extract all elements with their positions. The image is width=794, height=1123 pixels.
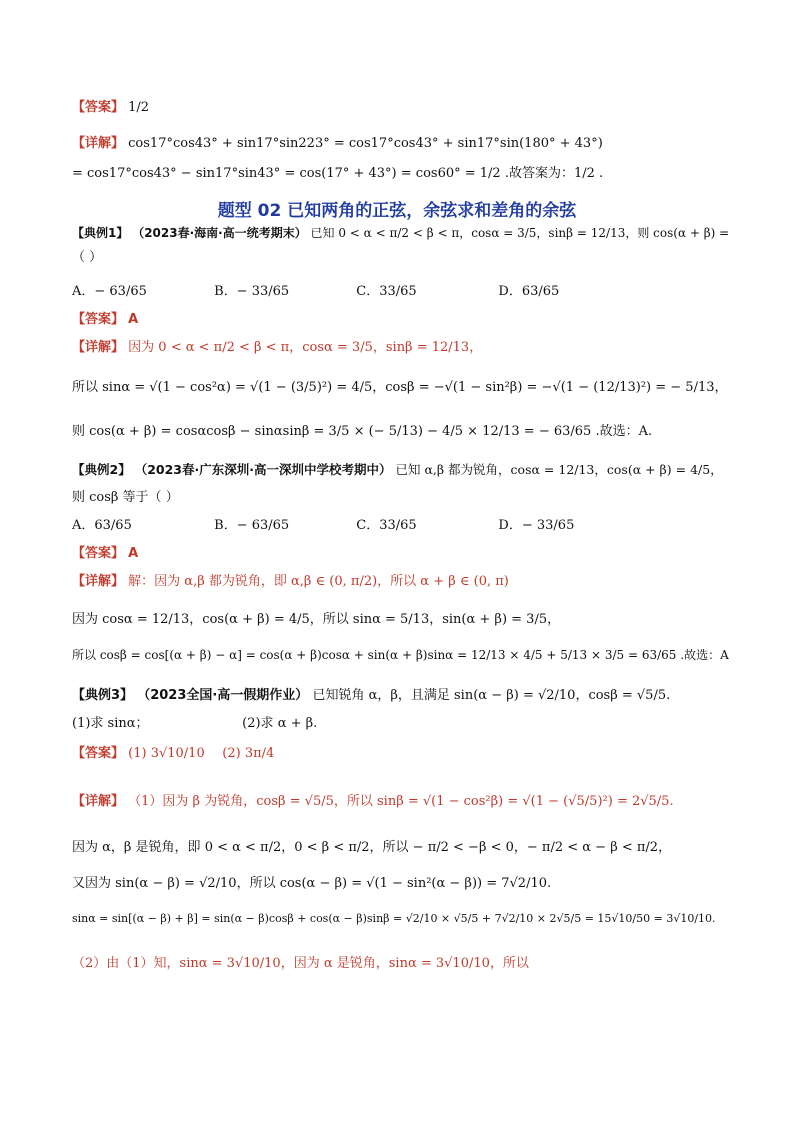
ex3-questions [72, 716, 734, 732]
ex1-answer-value: A [128, 312, 139, 327]
ex1-detail-1 [72, 340, 734, 356]
ex1-label: 【典例1】 [72, 226, 129, 240]
detail-text: cos17°cos43° + sin17°sin223° = cos17°cos43° + sin17°sin(180° + 43°) [128, 136, 603, 151]
answer-label: 【答案】 [72, 100, 125, 115]
ex2-stem2: 则 cosβ 等于（ ） [72, 490, 179, 505]
ex1-detail-2: 所以 sinα = √(1 − cos²α) = √(1 − (3/5)²) = 4/5，cosβ = −√(1 − sin²β) = −√(1 − (12/13)²) = − 5/13， [72, 380, 728, 395]
ex2-stem-text: 已知 α,β 都为锐角，cosα = 12/13，cos(α + β) = 4/5， [395, 462, 723, 477]
ex2-option-c: C．33/65 [356, 518, 417, 533]
ex2-option-b: B．− 63/65 [214, 518, 290, 533]
ex1-detail-label: 【详解】 [72, 340, 125, 355]
ex3-question-1: (1)求 sinα； [72, 716, 149, 731]
ex3-source: （2023全国·高一假期作业） [137, 688, 309, 703]
ex1-answer [72, 312, 734, 328]
ex3-question-2: (2)求 α + β. [242, 716, 318, 731]
ex3-detail-2: 因为 α，β 是锐角，即 0 < α < π/2，0 < β < π/2，所以 − π/2 < −β < 0，− π/2 < α − β < π/2， [72, 840, 672, 855]
ex2-answer [72, 546, 734, 562]
ex2-stem [72, 462, 734, 477]
ex3-answer-2: (2) 3π/4 [222, 746, 275, 761]
ex1-options [72, 284, 734, 300]
ex3-stem [72, 688, 734, 704]
ex3-stem-text: 已知锐角 α，β，且满足 sin(α − β) = √2/10，cosβ = √5/5. [312, 688, 671, 703]
ex3-detail-3: 又因为 sin(α − β) = √2/10，所以 cos(α − β) = √(1 − sin²(α − β)) = 7√2/10. [72, 876, 552, 891]
ex2-answer-value: A [128, 546, 139, 561]
ex1-option-b: B．− 33/65 [214, 284, 290, 299]
ex2-options [72, 518, 734, 534]
ex1-option-a: A．− 63/65 [72, 284, 147, 299]
ex3-detail-text: （1）因为 β 为锐角，cosβ = √5/5，所以 sinβ = √(1 − cos²β) = √(1 − (√5/5)²) = 2√5/5. [128, 794, 674, 809]
ex3-detail-4: sinα = sin[(α − β) + β] = sin(α − β)cosβ + cos(α − β)sinβ = √2/10 × √5/5 + 7√2/10 × 2√5/5 = 15√10/50 = 3√10/10. [72, 912, 716, 925]
ex3-detail-1 [72, 794, 734, 810]
ex3-answer [72, 746, 734, 762]
ex1-answer-label: 【答案】 [72, 312, 125, 327]
ex1-stem [72, 226, 734, 240]
ex1-stem-text: 已知 0 < α < π/2 < β < π，cosα = 3/5，sinβ = 12/13，则 cos(α + β) = [310, 226, 730, 240]
ex1-detail-text: 因为 0 < α < π/2 < β < π，cosα = 3/5，sinβ = 12/13， [128, 340, 483, 355]
intro-answer-line [72, 100, 734, 116]
ex3-detail-label: 【详解】 [72, 794, 125, 809]
ex2-answer-label: 【答案】 [72, 546, 125, 561]
ex3-answer-1: (1) 3√10/10 [128, 746, 205, 761]
ex2-detail-text: 解：因为 α,β 都为锐角，即 α,β ∈ (0, π/2)，所以 α + β ∈ (0, π) [128, 574, 509, 589]
detail-label: 【详解】 [72, 136, 125, 151]
ex1-source: （2023春·海南·高一统考期末） [132, 226, 307, 240]
ex3-detail-5: （2）由（1）知，sinα = 3√10/10，因为 α 是锐角，sinα = 3√10/10，所以 [72, 956, 529, 971]
ex1-detail-3: 则 cos(α + β) = cosαcosβ − sinαsinβ = 3/5 × (− 5/13) − 4/5 × 12/13 = − 63/65 .故选：A. [72, 424, 653, 439]
ex2-detail-3: 所以 cosβ = cos[(α + β) − α] = cos(α + β)cosα + sin(α + β)sinα = 12/13 × 4/5 + 5/13 × 3/5 = 63/65 .故选：A [72, 648, 729, 662]
ex2-source: （2023春·广东深圳·高一深圳中学校考期中） [134, 462, 392, 477]
ex2-option-d: D．− 33/65 [498, 518, 575, 533]
ex2-detail-2: 因为 cosα = 12/13，cos(α + β) = 4/5，所以 sinα = 5/13，sin(α + β) = 3/5， [72, 612, 561, 627]
answer-value: 1/2 [128, 100, 150, 115]
ex1-option-d: D．63/65 [498, 284, 560, 299]
ex2-detail-1 [72, 574, 734, 590]
ex2-label: 【典例2】 [72, 462, 131, 477]
section-title: 题型 02 已知两角的正弦，余弦求和差角的余弦 [217, 201, 577, 221]
intro-detail-line2: = cos17°cos43° − sin17°sin43° = cos(17° + 43°) = cos60° = 1/2 .故答案为：1/2 . [72, 166, 604, 181]
intro-detail-line1 [72, 136, 734, 152]
ex1-option-c: C．33/65 [356, 284, 417, 299]
ex1-paren: （ ） [72, 250, 103, 265]
ex2-option-a: A．63/65 [72, 518, 132, 533]
ex3-answer-label: 【答案】 [72, 746, 125, 761]
ex2-detail-label: 【详解】 [72, 574, 125, 589]
ex3-label: 【典例3】 [72, 688, 134, 703]
